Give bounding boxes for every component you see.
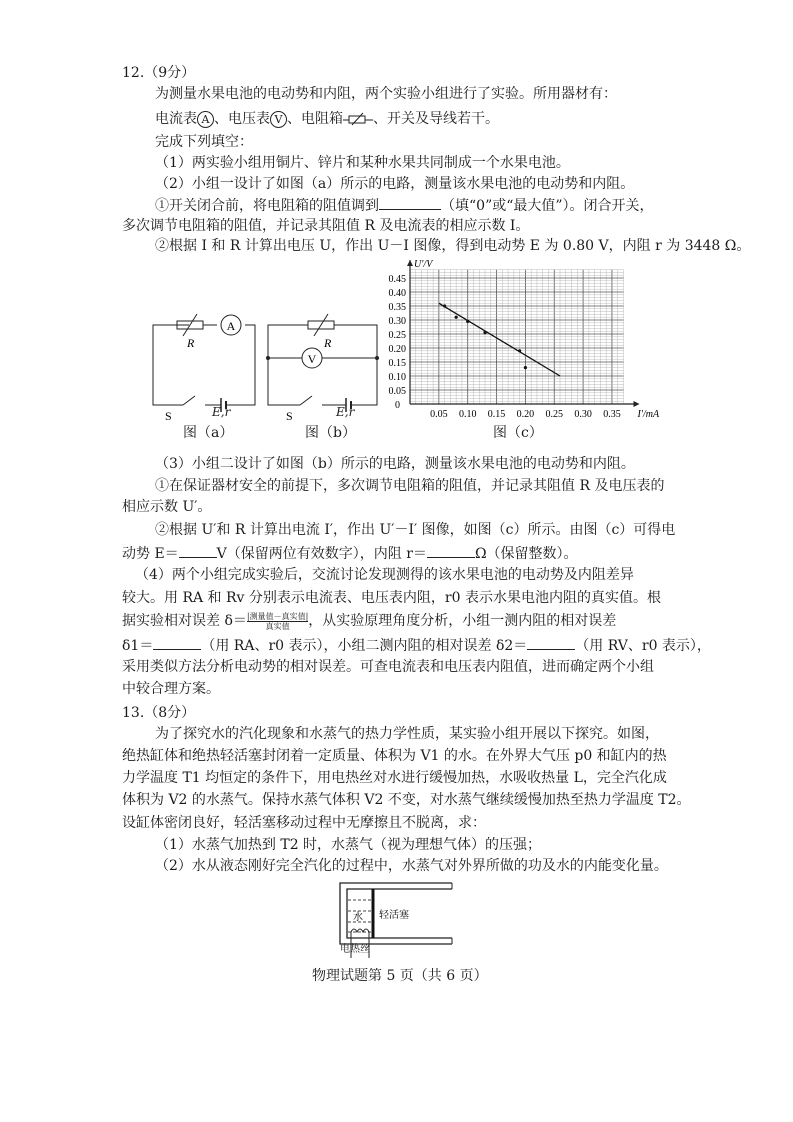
q12-part4: （4）两个小组完成实验后，交流讨论发现测得的该水果电池的电动势及内阻差异 [135,567,634,583]
text: 、电压表 [214,111,270,127]
text: 据实验相对误差 δ＝ [122,613,247,629]
voltmeter-label: V [307,352,317,366]
q12-part3: （3）小组二设计了如图（b）所示的电路，测量该水果电池的电动势和内阻。 [155,456,635,472]
piston-label: 轻活塞 [379,910,409,921]
q12-part4-f: 中较合理方案。 [122,681,220,697]
switch-label: S [286,409,293,422]
q12-part2-1-cont: 多次调节电阻箱的阻值，并记录其阻值 R 及电流表的相应示数 I。 [122,218,530,234]
y-axis-label: U′/V [414,259,433,270]
q13-line5: 设缸体密闭良好，轻活塞移动过程中无摩擦且不脱离，求： [122,815,486,831]
battery-label-a: E,r [212,405,231,419]
q12-part4-b: 较大。用 RA 和 Rv 分别表示电流表、电压表内阻，r0 表示水果电池内阻的真实值。根 [122,590,661,606]
data-point [518,349,521,352]
x-tick-label: 0.05 [430,409,448,420]
data-point [524,366,527,369]
text: 动势 E＝ [122,546,179,562]
x-axis-arrow [633,401,639,407]
q12-part1: （1）两实验小组用铜片、锌片和某种水果共同制成一个水果电池。 [155,155,570,171]
text: （用 RA、r0 表示），小组二测内阻的相对误差 δ2＝ [201,638,528,654]
figure-a-caption: 图（a） [183,425,234,441]
x-tick-label: 0.25 [545,409,563,420]
delta2-answer-blank[interactable] [527,635,575,650]
q12-part4-d [122,635,711,656]
text: （用 RV、r0 表示）， [575,638,711,654]
y-tick-label: 0.40 [388,288,406,299]
heater-label: 电热丝 [340,944,370,955]
circuit-b-diagram [260,310,385,422]
page-footer: 物理试题第 5 页（共 6 页） [312,968,488,984]
q12-part3-2-cont [122,543,578,564]
text: V（保留两位有效数字），内阻 r＝ [216,546,427,562]
origin-label: 0 [395,400,400,411]
text: δ1＝ [122,638,154,654]
y-tick-label: 0.15 [388,358,406,369]
q13-line2: 绝热缸体和绝热轻活塞封闭着一定质量、体积为 V1 的水。在外界大气压 p0 和缸内的热 [122,748,667,764]
q12-part3-2: ②根据 U′和 R 计算出电流 I′，作出 U′－I′ 图像，如图（c）所示。由图（c）可得电 [155,522,676,538]
data-point [483,331,486,334]
resistor-box-icon [343,112,373,126]
resistor-label: R [187,336,195,350]
data-point [455,316,458,319]
figure-b-caption: 图（b） [305,425,356,441]
q12-header: 12.（9分） [122,65,196,81]
water-label: 水 [353,912,363,923]
x-tick-label: 0.35 [603,409,621,420]
text: ，从实验原理角度分析，小组一测内阻的相对误差 [308,613,617,629]
x-tick-label: 0.20 [516,409,535,420]
text: （填“0”或“最大值”）。闭合开关， [441,198,654,214]
u-i-graph [380,258,680,424]
text: 、电阻箱 [287,111,343,127]
delta1-answer-blank[interactable] [153,635,201,650]
switch-label: S [165,409,172,422]
fill-prompt: 完成下列填空： [155,134,253,150]
q12-part4-c [122,611,616,631]
q12-part2-1 [155,195,654,216]
circuit-a-diagram [145,310,265,422]
ammeter-label: A [226,319,236,333]
q13-line3: 力学温度 T1 均恒定的条件下，用电热丝对水进行缓慢加热，水吸收热量 L，完全汽化成 [122,770,667,786]
q13-part2: （2）水从液态刚好完全汽化的过程中，水蒸气对外界所做的功及水的内能变化量。 [155,858,668,874]
y-tick-label: 0.45 [388,274,406,285]
resistor-label: R [324,336,332,350]
text: ①开关闭合前，将电阻箱的阻值调到 [155,198,379,214]
battery-label-b: E,r [336,405,355,419]
q13-line4: 体积为 V2 的水蒸气。保持水蒸气体积 V2 不变，对水蒸气继续缓慢加热至热力学温度 T2。 [122,792,691,808]
figure-c-caption: 图（c） [493,425,543,441]
emf-answer-blank[interactable] [179,543,217,558]
x-tick-label: 0.10 [458,409,477,420]
q12-part3-1: ①在保证器材安全的前提下，多次调节电阻箱的阻值，并记录其阻值 R 及电压表的 [155,478,665,494]
data-point [466,320,469,323]
voltmeter-symbol: V [270,111,287,128]
q12-part2: （2）小组一设计了如图（a）所示的电路，测量该水果电池的电动势和内阻。 [155,176,635,192]
resistance-answer-blank[interactable] [427,543,475,558]
y-tick-label: 0.05 [388,386,406,397]
y-tick-label: 0.30 [388,316,406,327]
y-tick-label: 0.35 [388,302,406,313]
q13-line1: 为了探究水的汽化现象和水蒸气的热力学性质，某实验小组开展以下探究。如图， [155,726,659,742]
x-tick-label: 0.15 [487,409,506,420]
data-point [443,304,446,307]
q12-part2-2: ②根据 I 和 R 计算出电压 U，作出 U－I 图像，得到电动势 E 为 0.80 V，内阻 r 为 3448 Ω。 [155,238,751,254]
text: Ω（保留整数）。 [474,546,578,562]
q13-part1: （1）水蒸气加热到 T2 时，水蒸气（视为理想气体）的压强； [155,837,542,853]
q12-part3-1-cont: 相应示数 U′。 [122,499,212,515]
y-tick-label: 0.10 [388,372,406,383]
q12-intro: 为测量水果电池的电动势和内阻，两个实验小组进行了实验。所用器材有： [155,86,617,102]
ammeter-symbol: A [197,111,214,128]
fraction-denominator: 真实值 [265,621,290,631]
y-tick-label: 0.20 [388,344,406,355]
text: 电流表 [155,111,197,127]
x-axis-label: I′/mA [637,409,660,420]
y-axis-arrow [407,260,413,266]
q13-header: 13.（8分） [122,705,196,721]
q12-part4-e: 采用类似方法分析电动势的相对误差。可查电流表和电压表内阻值，进而确定两个小组 [122,659,654,675]
answer-blank[interactable] [379,195,441,210]
x-tick-label: 0.30 [574,409,592,420]
error-fraction [247,612,308,631]
y-tick-label: 0.25 [388,330,406,341]
text: 、开关及导线若干。 [373,111,499,127]
q12-materials [155,109,499,129]
fraction-numerator: |测量值－真实值| [246,611,309,621]
